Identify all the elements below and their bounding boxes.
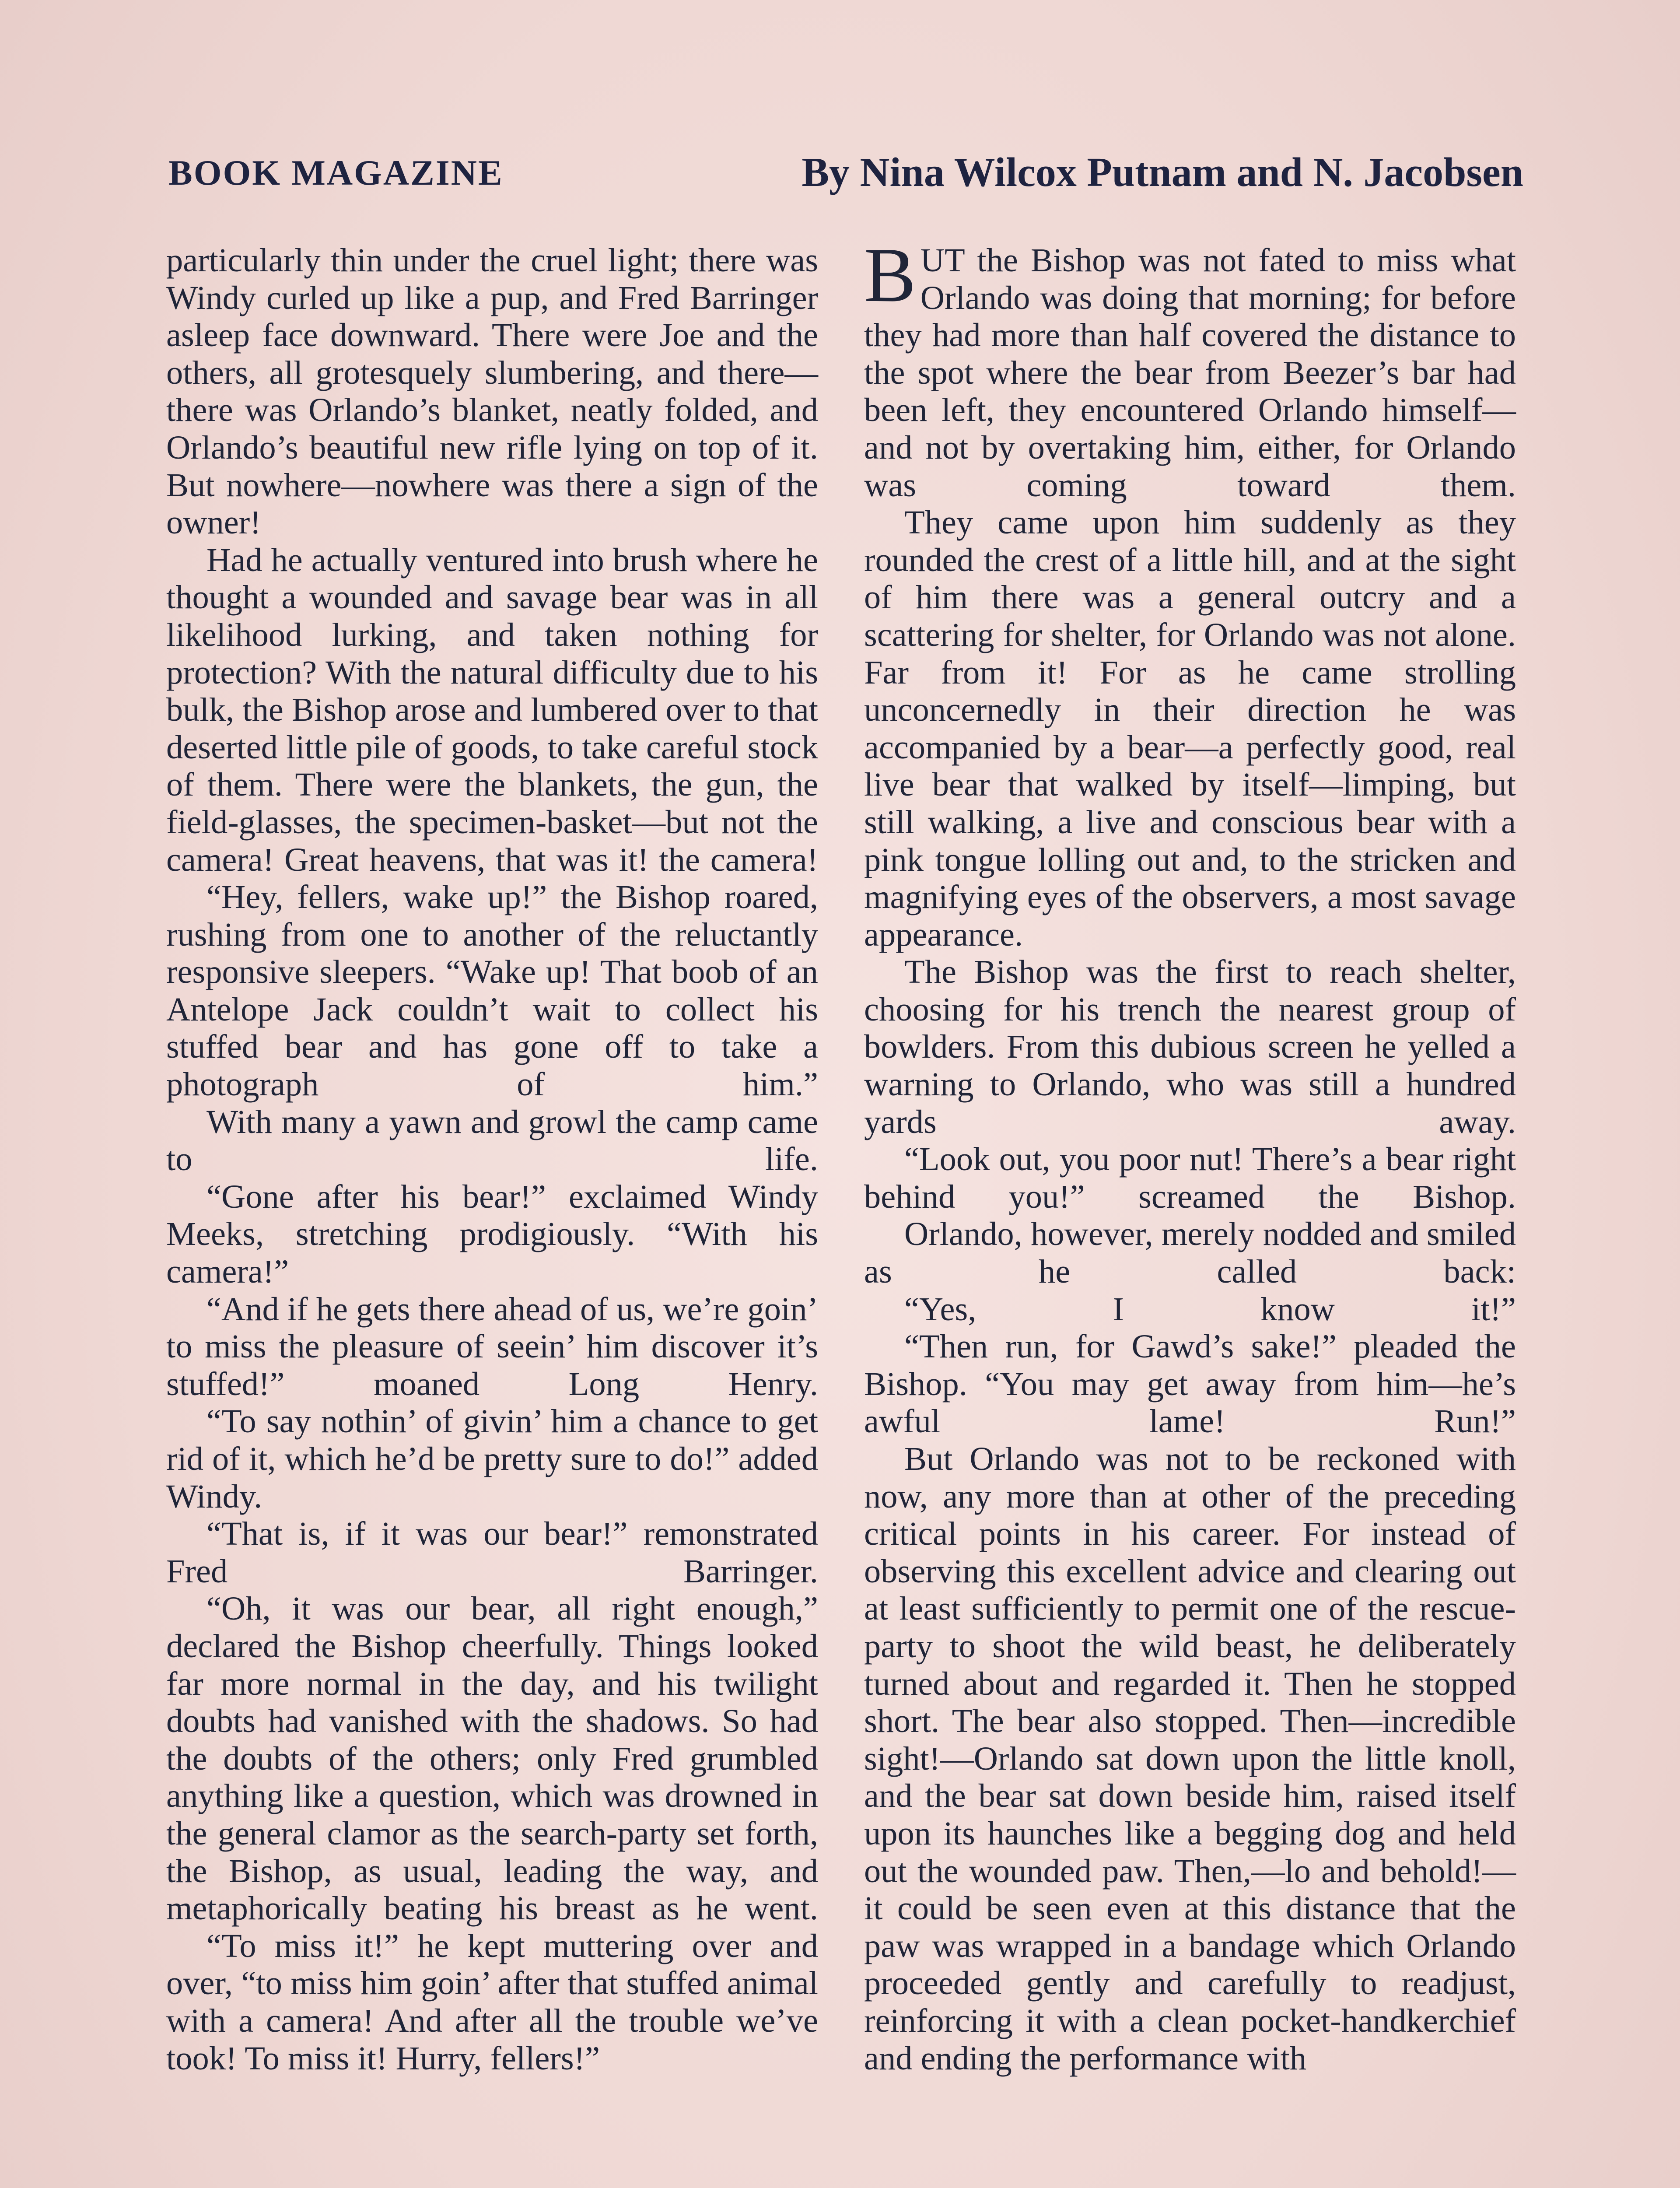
paragraph: They came upon him suddenly as they rounded the crest of a little hill, and at the sight of him there was a general outcry and a scattering for shelter, for Orlando was not alone. Far from it! For as he came strolling unconcernedly in their direction he was accompanied by a bear—a perfectly good, real live bear that walked by itself—limping, but still walking, a live and conscious bear with a pink tongue lolling out and, to the stricken and magnifying eyes of the observers, a most savage appearance. (864, 504, 1516, 953)
paragraph: “Then run, for Gawd’s sake!” pleaded the Bishop. “You may get away from him—he’s awful lame! Run!” (864, 1328, 1516, 1440)
paragraph: “Look out, you poor nut! There’s a bear right behind you!” screamed the Bishop. (864, 1140, 1516, 1215)
paragraph: Had he actually ventured into brush where he thought a wounded and savage bear was in all likelihood lurking, and taken nothing for protection? With the natural difficulty due to his bulk, the Bishop arose and lumbered over to that deserted little pile of goods, to take careful stock of them. There were the blankets, the gun, the field-glasses, the specimen-basket—but not the camera! Great heavens, that was it! the camera! (166, 541, 818, 878)
paragraph: “Hey, fellers, wake up!” the Bishop roared, rushing from one to another of the reluctantly responsive sleepers. “Wake up! That boob of an Antelope Jack couldn’t wait to collect his stuffed bear and has gone off to take a photograph of him.” (166, 878, 818, 1103)
drop-cap: B (864, 231, 916, 318)
paragraph: The Bishop was the first to reach shelter, choosing for his trench the nearest group of bowlders. From this dubious screen he yelled a warning to Orlando, who was still a hundred yards away. (864, 953, 1516, 1140)
paragraph: Orlando, however, merely nodded and smiled as he called back: (864, 1215, 1516, 1290)
right-column (864, 231, 1516, 2077)
paragraph: But Orlando was not to be reckoned with now, any more than at other of the preceding critical points in his career. For instead of observing this excellent advice and clearing out at least sufficiently to permit one of the rescue-party to shoot the wild beast, he deliberately turned about and regarded it. Then he stopped short. The bear also stopped. Then—incredible sight!—Orlando sat down upon the little knoll, and the bear sat down beside him, raised itself upon its haunches like a begging dog and held out the wounded paw. Then,—lo and behold!—it could be seen even at this distance that the paw was wrapped in a bandage which Orlando proceeded gently and carefully to readjust, reinforcing it with a clean pocket-handkerchief and ending the performance with (864, 1440, 1516, 2077)
paragraph: “Gone after his bear!” exclaimed Windy Meeks, stretching prodigiously. “With his camera!” (166, 1178, 818, 1290)
paragraph: “Yes, I know it!” (904, 1290, 1516, 1328)
paragraph: “To miss it!” he kept muttering over and over, “to miss him goin’ after that stuffed animal with a camera! And after all the trouble we’ve took! To miss it! Hurry, fellers!” (166, 1927, 818, 2077)
paragraph: “To say nothin’ of givin’ him a chance to get rid of it, which he’d be pretty sure to do!” added Windy. (166, 1403, 818, 1515)
paragraph: “Oh, it was our bear, all right enough,” declared the Bishop cheerfully. Things looked far more normal in the day, and his twilight doubts had vanished with the shadows. So had the doubts of the others; only Fred grumbled anything like a question, which was drowned in the general clamor as the search-party set forth, the Bishop, as usual, leading the way, and metaphorically beating his breast as he went. (166, 1590, 818, 1927)
running-head-authors: By Nina Wilcox Putnam and N. Jacobsen (802, 150, 1523, 195)
running-head-magazine: BOOK MAGAZINE (168, 153, 504, 193)
left-column (166, 242, 818, 2077)
paragraph: With many a yawn and growl the camp came to life. (166, 1103, 818, 1178)
paragraph: “That is, if it was our bear!” remonstrated Fred Barringer. (166, 1515, 818, 1590)
opening-paragraph (864, 231, 1516, 504)
paragraph: “And if he gets there ahead of us, we’re goin’ to miss the pleasure of seein’ him discover it’s stuffed!” moaned Long Henry. (166, 1290, 818, 1403)
opening-paragraph-text: UT the Bishop was not fated to miss what Orlando was doing that morning; for before they had more than half covered the distance to the spot where the bear from Beezer’s bar had been left, they encountered Orlando himself—and not by overtaking him, either, for Orlando was coming toward them. (864, 242, 1516, 504)
paragraph: particularly thin under the cruel light; there was Windy curled up like a pup, and Fred Barringer asleep face downward. There were Joe and the others, all grotesquely slumbering, and there—there was Orlando’s blanket, neatly folded, and Orlando’s beautiful new rifle lying on top of it. But nowhere—nowhere was there a sign of the owner! (166, 242, 818, 541)
